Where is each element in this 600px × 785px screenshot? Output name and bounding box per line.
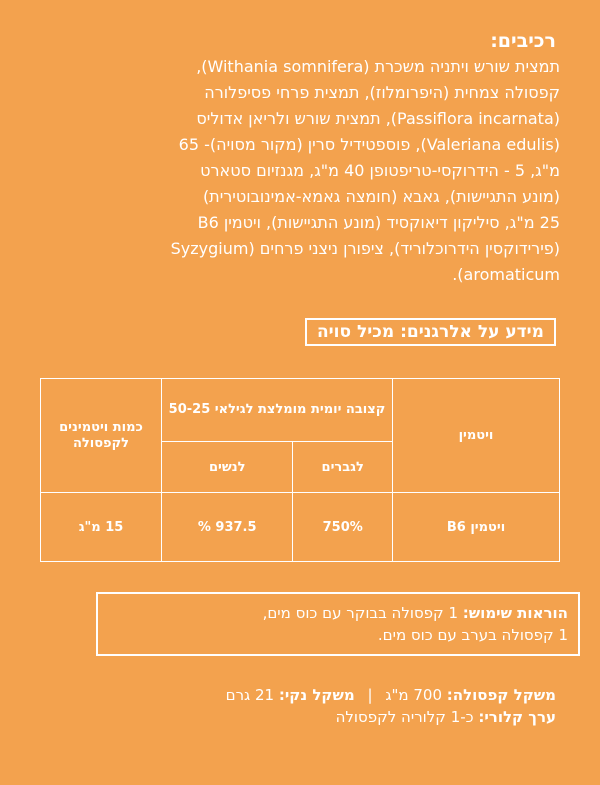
header-men: לגברים bbox=[293, 442, 393, 493]
allergen-box: מידע על אלרגנים: מכיל סויה bbox=[305, 318, 556, 346]
vitamin-table bbox=[40, 378, 560, 562]
cell-men: 750% bbox=[293, 493, 393, 562]
usage-label: הוראות שימוש: bbox=[462, 604, 568, 622]
capsule-info bbox=[36, 684, 556, 728]
capsule-weight-value: 700 מ"ג bbox=[385, 686, 442, 704]
ingredients-line: (מונע התגיישות), גאבא (חומצה גאמא-אמינובוטירית) bbox=[202, 187, 560, 206]
ingredients-line: 25 מ"ג, סיליקון דיאוקסיד (מונע התגיישות), ויטמין B6 bbox=[197, 213, 560, 232]
header-women: לנשים bbox=[162, 442, 293, 493]
calorie-value: כ-1 קלוריה לקפסולה bbox=[335, 708, 474, 726]
ingredients-line: (Valeriana edulis), פוספטידיל סרין (מקור מסויה)- 65 bbox=[178, 135, 560, 154]
usage-line-2: 1 קפסולה בערב עם כוס מים. bbox=[377, 626, 568, 644]
ingredients-line: (Passiflora incarnata), תמצית שורש ולריאן אדוליס bbox=[196, 109, 560, 128]
ingredients-line: aromaticum). bbox=[452, 265, 560, 284]
header-vitamin: ויטמין bbox=[393, 379, 560, 493]
net-weight-label: משקל נקי: bbox=[278, 686, 355, 704]
cell-vitamin: ויטמין B6 bbox=[393, 493, 560, 562]
ingredients-line: קפסולה צמחית (היפרומלוז), תמצית פרחי פסיפלורה bbox=[204, 83, 560, 102]
ingredients-text bbox=[40, 54, 560, 288]
header-daily-dose: קצובה יומית מומלצת לגילאי 50-25 bbox=[162, 379, 393, 442]
ingredients-line: תמצית שורש ויתניה משכרת (Withania somnifera), bbox=[196, 57, 560, 76]
calorie-label: ערך קלורי: bbox=[478, 708, 556, 726]
usage-box bbox=[96, 592, 580, 656]
separator: | bbox=[367, 686, 373, 704]
net-weight-value: 21 גרם bbox=[225, 686, 275, 704]
ingredients-line: מ"ג, 5 - הידרוקסי-טריפטופן 40 מ"ג, מגנזיום סטארט bbox=[200, 161, 560, 180]
capsule-weight-label: משקל קפסולה: bbox=[446, 686, 556, 704]
cell-amount: 15 מ"ג bbox=[41, 493, 162, 562]
ingredients-title: רכיבים: bbox=[490, 30, 556, 52]
usage-line-1: 1 קפסולה בבוקר עם כוס מים, bbox=[262, 604, 459, 622]
cell-women: 937.5 % bbox=[162, 493, 293, 562]
header-amount: כמות ויטמינים לקפסולה bbox=[41, 379, 162, 493]
ingredients-line: (פירידוקסין הידרוכלוריד), ציפורן ניצני פרחים (Syzygium bbox=[170, 239, 560, 258]
table-row bbox=[41, 493, 560, 562]
